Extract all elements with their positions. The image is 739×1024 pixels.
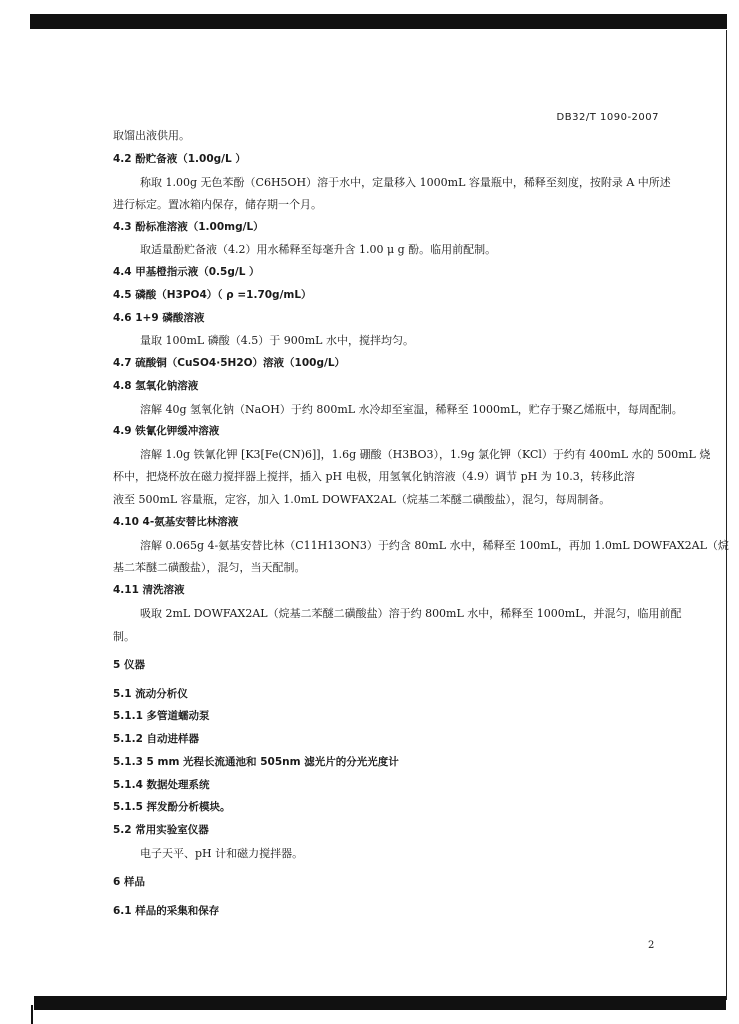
text-line: 量取 100mL 磷酸（4.5）于 900mL 水中，搅拌均匀。 [140, 334, 414, 347]
section-heading-5-1-1: 5.1.1 多管道蠕动泵 [113, 710, 210, 722]
section-heading-4-9: 4.9 铁氰化钾缓冲溶液 [113, 425, 220, 437]
scan-left-edge [31, 1005, 33, 1024]
text-line: 基二苯醚二磺酸盐），混匀，当天配制。 [113, 561, 306, 574]
text-line: 进行标定。置冰箱内保存，储存期一个月。 [113, 198, 322, 211]
section-heading-5-2: 5.2 常用实验室仪器 [113, 824, 209, 836]
text-line: 制。 [113, 630, 135, 643]
page-number: 2 [648, 940, 655, 951]
text-line: 溶解 0.065g 4-氨基安替比林（C11H13ON3）于约含 80mL 水中，稀释至 100mL，再加 1.0mL DOWFAX2AL（烷 [140, 539, 729, 552]
section-heading-5: 5 仪器 [113, 659, 145, 671]
scan-right-edge [726, 30, 727, 1000]
text-line: 溶解 40g 氢氧化钠（NaOH）于约 800mL 水冷却至室温，稀释至 1000mL，贮存于聚乙烯瓶中，每周配制。 [140, 403, 683, 416]
text-line: 杯中，把烧杯放在磁力搅拌器上搅拌，插入 pH 电极，用氢氧化钠溶液（4.9）调节 pH 为 10.3，转移此溶 [113, 470, 635, 483]
section-heading-4-3: 4.3 酚标准溶液（1.00mg/L） [113, 221, 264, 233]
section-heading-6: 6 样品 [113, 876, 145, 888]
document-id: DB32/T 1090-2007 [556, 112, 659, 123]
text-line: 吸取 2mL DOWFAX2AL（烷基二苯醚二磺酸盐）溶于约 800mL 水中，稀释至 1000mL，并混匀，临用前配 [140, 607, 682, 620]
section-heading-4-5: 4.5 磷酸（H3PO4）（ ρ =1.70g/mL） [113, 289, 312, 301]
section-heading-4-7: 4.7 硫酸铜（CuSO4·5H2O）溶液（100g/L） [113, 357, 346, 369]
section-heading-4-11: 4.11 清洗溶液 [113, 584, 185, 596]
section-heading-4-2: 4.2 酚贮备液（1.00g/L ） [113, 153, 246, 165]
section-heading-4-6: 4.6 1+9 磷酸溶液 [113, 312, 205, 324]
section-heading-4-4: 4.4 甲基橙指示液（0.5g/L ） [113, 266, 260, 278]
section-heading-5-1-3: 5.1.3 5 mm 光程长流通池和 505nm 滤光片的分光光度计 [113, 756, 399, 768]
section-heading-4-8: 4.8 氢氧化钠溶液 [113, 380, 199, 392]
text-line: 取适量酚贮备液（4.2）用水稀释至每毫升含 1.00 μ g 酚。临用前配制。 [140, 243, 497, 256]
text-line: 液至 500mL 容量瓶，定容，加入 1.0mL DOWFAX2AL（烷基二苯醚二磺酸盐），混匀，每周制备。 [113, 493, 611, 506]
section-heading-6-1: 6.1 样品的采集和保存 [113, 905, 220, 917]
text-line: 取馏出液供用。 [113, 129, 190, 142]
text-line: 电子天平、pH 计和磁力搅拌器。 [140, 847, 304, 860]
text-line: 溶解 1.0g 铁氰化钾 [K3[Fe(CN)6]]，1.6g 硼酸（H3BO3），1.9g 氯化钾（KCl）于约有 400mL 水的 500mL 烧 [140, 448, 711, 461]
scan-top-border [30, 14, 727, 29]
text-line: 称取 1.00g 无色苯酚（C6H5OH）溶于水中，定量移入 1000mL 容量瓶中，稀释至刻度，按附录 A 中所述 [140, 176, 671, 189]
section-heading-5-1: 5.1 流动分析仪 [113, 688, 188, 700]
section-heading-5-1-5: 5.1.5 挥发酚分析模块。 [113, 801, 231, 813]
scan-bottom-border [34, 996, 726, 1010]
section-heading-4-10: 4.10 4-氨基安替比林溶液 [113, 516, 239, 528]
section-heading-5-1-4: 5.1.4 数据处理系统 [113, 779, 210, 791]
section-heading-5-1-2: 5.1.2 自动进样器 [113, 733, 200, 745]
